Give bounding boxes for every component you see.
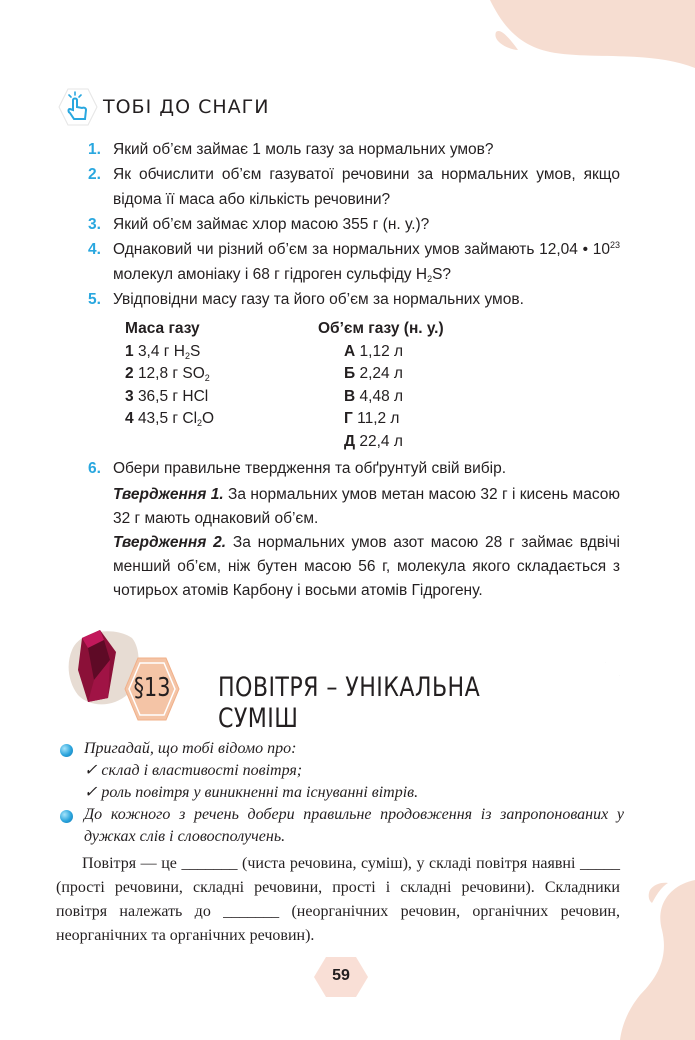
question-text: Увідповідни масу газу та його об’єм за нормальних умов. — [113, 291, 524, 308]
left-row: 3 36,5 г HCl — [125, 387, 209, 405]
section-title: ТОБІ ДО СНАГИ — [103, 96, 270, 118]
check-item: ✓ роль повітря у виникненні та існуванні вітрів. — [84, 784, 419, 801]
exercise-section-header — [58, 88, 270, 126]
question-number: 5. — [88, 291, 101, 308]
statement-1: Твердження 1. За нормальних умов метан масою 32 г і кисень масою 32 г мають однаковий об’єм. — [113, 486, 620, 527]
paragraph-number: §13 — [133, 673, 171, 703]
matching-right-column — [318, 318, 444, 453]
right-row: В 4,48 л — [344, 387, 404, 405]
page-number-badge — [312, 955, 370, 999]
right-row: Д 22,4 л — [344, 432, 403, 450]
left-row: 1 3,4 г $H_2S$ — [125, 342, 201, 361]
paragraph-badge — [123, 656, 181, 722]
question-number: 2. — [88, 166, 101, 183]
right-column-header: Об’єм газу (н. у.) — [318, 320, 444, 337]
question-4 — [90, 237, 620, 287]
left-column-header: Маса газу — [125, 320, 200, 337]
question-6 — [90, 456, 620, 481]
chapter-header — [60, 620, 630, 734]
question-3 — [90, 212, 620, 237]
intro-recall — [84, 738, 624, 804]
question-number: 1. — [88, 141, 101, 158]
decorative-blob-top-right — [470, 0, 695, 70]
right-row: Б 2,24 л — [344, 365, 403, 382]
check-icon: ✓ — [84, 762, 98, 779]
check-item: ✓ склад і властивості повітря; — [84, 762, 303, 779]
check-icon: ✓ — [84, 784, 98, 801]
question-text: Який об’єм займає хлор масою 355 г (н. у.)? — [113, 216, 430, 233]
statement-2: Твердження 2. За нормальних умов азот масою 28 г займає вдвічі менший об’єм, ніж бутен масою 56 г, молекула якого складається з чотирьох атомів Карбону і восьми атомів Гідрогену. — [113, 534, 620, 599]
question-text: Однаковий чи різний об’єм за нормальних умов займають 12,04 • $10^{23}$ молекул амоніаку і 68 г гідроген сульфіду $H_2S$? — [113, 240, 620, 284]
question-2 — [90, 162, 620, 212]
question-text: Обери правильне твердження та обґрунтуй свій вибір. — [113, 460, 506, 477]
left-row: 4 43,5 г $Cl_2O$ — [125, 410, 215, 428]
bullet-icon — [60, 744, 73, 757]
intro-task: До кожного з речень добери правильне продовження із запропонованих у дужках слів і словосполучень. — [84, 806, 624, 845]
left-row: 2 12,8 г $SO_2$ — [125, 365, 210, 383]
chapter-title: ПОВІТРЯ – УНІКАЛЬНА СУМІШ — [218, 672, 481, 734]
question-number: 3. — [88, 216, 101, 233]
question-text: Як обчислити об’єм газуватої речовини за нормальних умов, якщо відома її маса або кількість речовини? — [113, 166, 620, 208]
recall-prompt: Пригадай, що тобі відомо про: — [84, 740, 297, 757]
page-number: 59 — [332, 967, 350, 984]
question-number: 6. — [88, 460, 101, 477]
question-number: 4. — [88, 241, 101, 258]
right-row: Г 11,2 л — [344, 410, 400, 427]
question-text: Який об’єм займає 1 моль газу за нормальних умов? — [113, 141, 494, 158]
right-row: А 1,12 л — [344, 342, 404, 360]
bullet-icon — [60, 810, 73, 823]
matching-left-column — [125, 318, 214, 431]
question-5 — [90, 287, 620, 312]
question-1 — [90, 137, 620, 162]
body-paragraph: Повітря — це _______ (чиста речовина, суміш), у складі повітря наявні _____ (прості речовини, складні речовини, прості і складні речовини). Складники повітря належать до _______ (неорганічних речовин, органічних речовин, неорганічних та органічних речовин). — [56, 855, 620, 944]
tap-hand-icon — [58, 88, 98, 126]
